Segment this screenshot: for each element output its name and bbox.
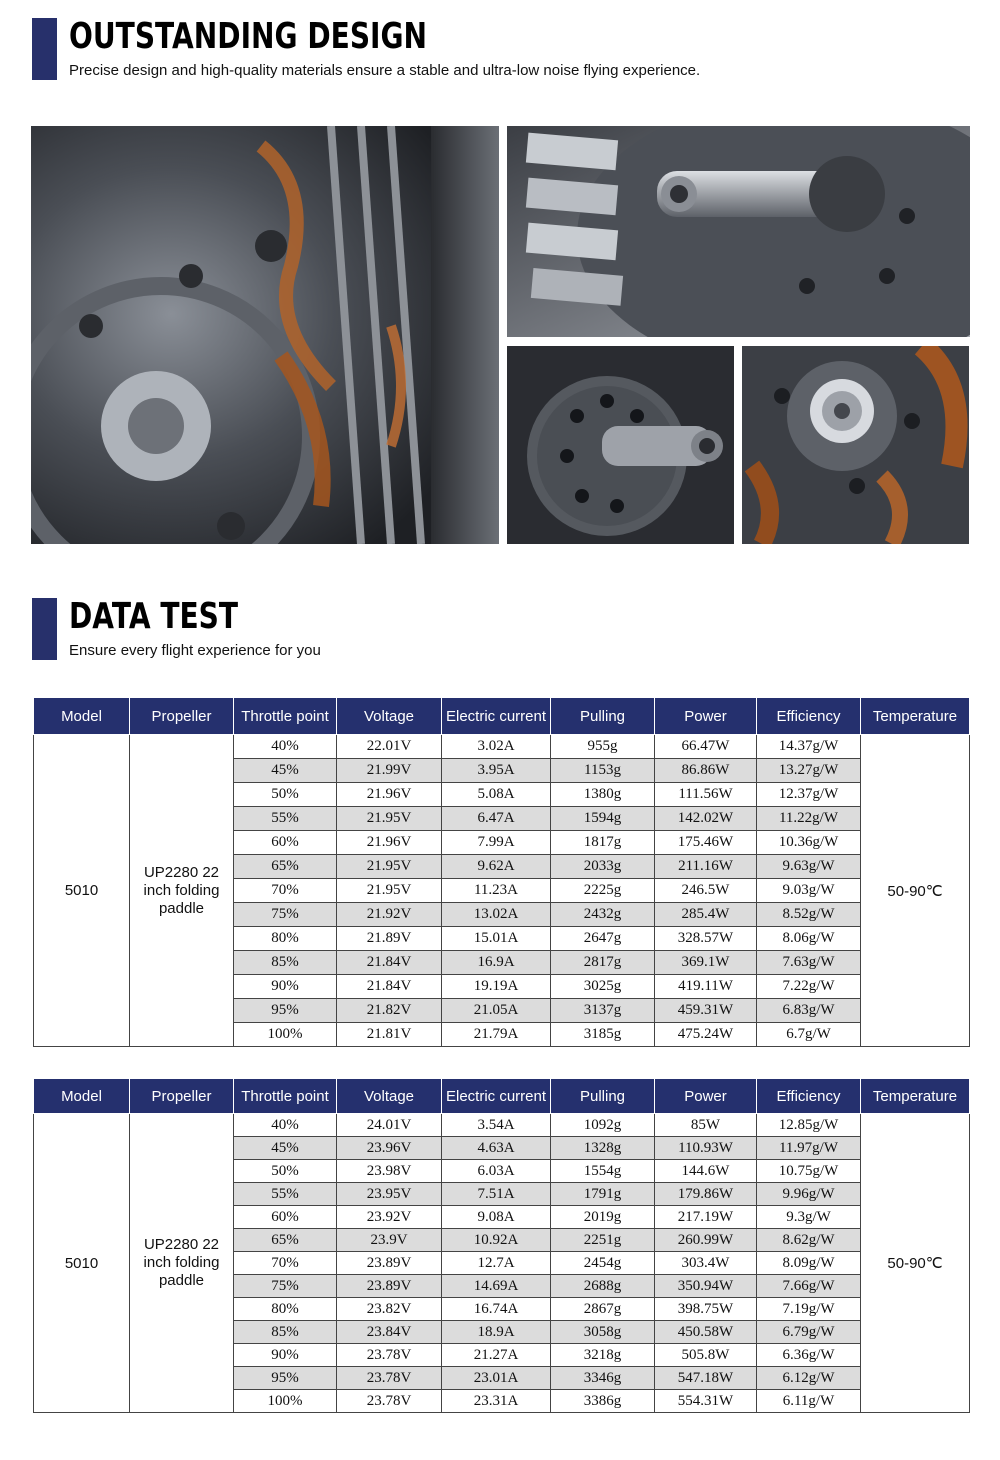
throttle-point-cell: 65% <box>234 1229 337 1252</box>
pulling-cell: 2688g <box>551 1275 655 1298</box>
column-header-electric-current: Electric current <box>442 698 551 735</box>
electric-current-cell: 6.47A <box>442 807 551 831</box>
column-header-pulling: Pulling <box>551 698 655 735</box>
section-accent-bar <box>32 18 57 80</box>
electric-current-cell: 21.27A <box>442 1344 551 1367</box>
efficiency-cell: 12.85g/W <box>757 1114 861 1137</box>
motor-shaft-photo <box>507 126 970 337</box>
section-subtitle: Ensure every flight experience for you <box>69 642 321 659</box>
pulling-cell: 2647g <box>551 927 655 951</box>
propeller-cell: UP2280 22 inch folding paddle <box>130 735 234 1047</box>
voltage-cell: 21.95V <box>337 807 442 831</box>
column-header-pulling: Pulling <box>551 1079 655 1114</box>
power-cell: 110.93W <box>655 1137 757 1160</box>
model-cell: 5010 <box>34 735 130 1047</box>
efficiency-cell: 6.12g/W <box>757 1367 861 1390</box>
electric-current-cell: 9.62A <box>442 855 551 879</box>
data-test-table-1 <box>33 697 970 1047</box>
throttle-point-cell: 55% <box>234 1183 337 1206</box>
electric-current-cell: 10.92A <box>442 1229 551 1252</box>
pulling-cell: 2454g <box>551 1252 655 1275</box>
pulling-cell: 1328g <box>551 1137 655 1160</box>
column-header-model: Model <box>34 1079 130 1114</box>
temperature-cell: 50-90℃ <box>861 1114 970 1413</box>
efficiency-cell: 7.63g/W <box>757 951 861 975</box>
pulling-cell: 1153g <box>551 759 655 783</box>
electric-current-cell: 19.19A <box>442 975 551 999</box>
pulling-cell: 1791g <box>551 1183 655 1206</box>
voltage-cell: 21.96V <box>337 831 442 855</box>
efficiency-cell: 8.09g/W <box>757 1252 861 1275</box>
voltage-cell: 21.96V <box>337 783 442 807</box>
efficiency-cell: 11.22g/W <box>757 807 861 831</box>
power-cell: 111.56W <box>655 783 757 807</box>
voltage-cell: 21.95V <box>337 879 442 903</box>
throttle-point-cell: 40% <box>234 1114 337 1137</box>
voltage-cell: 23.98V <box>337 1160 442 1183</box>
power-cell: 505.8W <box>655 1344 757 1367</box>
throttle-point-cell: 50% <box>234 1160 337 1183</box>
efficiency-cell: 11.97g/W <box>757 1137 861 1160</box>
pulling-cell: 2225g <box>551 879 655 903</box>
pulling-cell: 3185g <box>551 1023 655 1047</box>
electric-current-cell: 16.74A <box>442 1298 551 1321</box>
power-cell: 246.5W <box>655 879 757 903</box>
power-cell: 85W <box>655 1114 757 1137</box>
electric-current-cell: 7.99A <box>442 831 551 855</box>
power-cell: 144.6W <box>655 1160 757 1183</box>
column-header-voltage: Voltage <box>337 698 442 735</box>
voltage-cell: 23.78V <box>337 1344 442 1367</box>
power-cell: 211.16W <box>655 855 757 879</box>
table-header-row <box>34 1079 970 1114</box>
voltage-cell: 23.89V <box>337 1275 442 1298</box>
column-header-temperature: Temperature <box>861 698 970 735</box>
pulling-cell: 3025g <box>551 975 655 999</box>
voltage-cell: 21.84V <box>337 975 442 999</box>
electric-current-cell: 16.9A <box>442 951 551 975</box>
power-cell: 350.94W <box>655 1275 757 1298</box>
pulling-cell: 2817g <box>551 951 655 975</box>
power-cell: 285.4W <box>655 903 757 927</box>
voltage-cell: 21.89V <box>337 927 442 951</box>
throttle-point-cell: 95% <box>234 999 337 1023</box>
efficiency-cell: 10.75g/W <box>757 1160 861 1183</box>
efficiency-cell: 9.3g/W <box>757 1206 861 1229</box>
voltage-cell: 23.89V <box>337 1252 442 1275</box>
pulling-cell: 1817g <box>551 831 655 855</box>
power-cell: 450.58W <box>655 1321 757 1344</box>
voltage-cell: 21.92V <box>337 903 442 927</box>
efficiency-cell: 14.37g/W <box>757 735 861 759</box>
throttle-point-cell: 100% <box>234 1023 337 1047</box>
pulling-cell: 3346g <box>551 1367 655 1390</box>
electric-current-cell: 4.63A <box>442 1137 551 1160</box>
electric-current-cell: 21.79A <box>442 1023 551 1047</box>
pulling-cell: 3386g <box>551 1390 655 1413</box>
power-cell: 547.18W <box>655 1367 757 1390</box>
section-accent-bar <box>32 598 57 660</box>
pulling-cell: 3218g <box>551 1344 655 1367</box>
efficiency-cell: 12.37g/W <box>757 783 861 807</box>
pulling-cell: 1092g <box>551 1114 655 1137</box>
table-row <box>34 1114 970 1137</box>
voltage-cell: 23.96V <box>337 1137 442 1160</box>
electric-current-cell: 11.23A <box>442 879 551 903</box>
throttle-point-cell: 75% <box>234 903 337 927</box>
power-cell: 179.86W <box>655 1183 757 1206</box>
voltage-cell: 21.82V <box>337 999 442 1023</box>
section-title: DATA TEST <box>69 596 239 637</box>
power-cell: 86.86W <box>655 759 757 783</box>
efficiency-cell: 6.79g/W <box>757 1321 861 1344</box>
pulling-cell: 1554g <box>551 1160 655 1183</box>
throttle-point-cell: 45% <box>234 759 337 783</box>
electric-current-cell: 23.01A <box>442 1367 551 1390</box>
column-header-temperature: Temperature <box>861 1079 970 1114</box>
voltage-cell: 23.84V <box>337 1321 442 1344</box>
power-cell: 554.31W <box>655 1390 757 1413</box>
throttle-point-cell: 45% <box>234 1137 337 1160</box>
column-header-voltage: Voltage <box>337 1079 442 1114</box>
column-header-model: Model <box>34 698 130 735</box>
efficiency-cell: 13.27g/W <box>757 759 861 783</box>
column-header-throttle-point: Throttle point <box>234 1079 337 1114</box>
efficiency-cell: 8.62g/W <box>757 1229 861 1252</box>
pulling-cell: 3137g <box>551 999 655 1023</box>
power-cell: 217.19W <box>655 1206 757 1229</box>
pulling-cell: 955g <box>551 735 655 759</box>
throttle-point-cell: 40% <box>234 735 337 759</box>
propeller-cell: UP2280 22 inch folding paddle <box>130 1114 234 1413</box>
efficiency-cell: 7.66g/W <box>757 1275 861 1298</box>
column-header-propeller: Propeller <box>130 698 234 735</box>
power-cell: 175.46W <box>655 831 757 855</box>
pulling-cell: 1380g <box>551 783 655 807</box>
electric-current-cell: 18.9A <box>442 1321 551 1344</box>
efficiency-cell: 6.11g/W <box>757 1390 861 1413</box>
efficiency-cell: 8.52g/W <box>757 903 861 927</box>
motor-rotor-end-photo <box>507 346 734 544</box>
section-subtitle: Precise design and high-quality materials ensure a stable and ultra-low noise flying experience. <box>69 62 701 79</box>
pulling-cell: 2251g <box>551 1229 655 1252</box>
voltage-cell: 22.01V <box>337 735 442 759</box>
table-header-row <box>34 698 970 735</box>
voltage-cell: 23.9V <box>337 1229 442 1252</box>
column-header-electric-current: Electric current <box>442 1079 551 1114</box>
throttle-point-cell: 80% <box>234 1298 337 1321</box>
throttle-point-cell: 85% <box>234 951 337 975</box>
efficiency-cell: 8.06g/W <box>757 927 861 951</box>
throttle-point-cell: 60% <box>234 1206 337 1229</box>
efficiency-cell: 9.63g/W <box>757 855 861 879</box>
efficiency-cell: 9.03g/W <box>757 879 861 903</box>
voltage-cell: 21.81V <box>337 1023 442 1047</box>
electric-current-cell: 9.08A <box>442 1206 551 1229</box>
throttle-point-cell: 50% <box>234 783 337 807</box>
pulling-cell: 2019g <box>551 1206 655 1229</box>
throttle-point-cell: 85% <box>234 1321 337 1344</box>
column-header-power: Power <box>655 1079 757 1114</box>
motor-closeup-photo <box>31 126 499 544</box>
electric-current-cell: 3.54A <box>442 1114 551 1137</box>
electric-current-cell: 15.01A <box>442 927 551 951</box>
table-row <box>34 735 970 759</box>
electric-current-cell: 6.03A <box>442 1160 551 1183</box>
power-cell: 459.31W <box>655 999 757 1023</box>
column-header-efficiency: Efficiency <box>757 698 861 735</box>
power-cell: 475.24W <box>655 1023 757 1047</box>
electric-current-cell: 3.95A <box>442 759 551 783</box>
pulling-cell: 2867g <box>551 1298 655 1321</box>
voltage-cell: 23.78V <box>337 1390 442 1413</box>
throttle-point-cell: 90% <box>234 1344 337 1367</box>
pulling-cell: 2033g <box>551 855 655 879</box>
throttle-point-cell: 90% <box>234 975 337 999</box>
throttle-point-cell: 60% <box>234 831 337 855</box>
power-cell: 419.11W <box>655 975 757 999</box>
efficiency-cell: 6.36g/W <box>757 1344 861 1367</box>
voltage-cell: 24.01V <box>337 1114 442 1137</box>
throttle-point-cell: 100% <box>234 1390 337 1413</box>
model-cell: 5010 <box>34 1114 130 1413</box>
electric-current-cell: 3.02A <box>442 735 551 759</box>
power-cell: 260.99W <box>655 1229 757 1252</box>
power-cell: 328.57W <box>655 927 757 951</box>
throttle-point-cell: 70% <box>234 879 337 903</box>
column-header-throttle-point: Throttle point <box>234 698 337 735</box>
efficiency-cell: 10.36g/W <box>757 831 861 855</box>
throttle-point-cell: 70% <box>234 1252 337 1275</box>
column-header-efficiency: Efficiency <box>757 1079 861 1114</box>
voltage-cell: 23.92V <box>337 1206 442 1229</box>
electric-current-cell: 13.02A <box>442 903 551 927</box>
pulling-cell: 1594g <box>551 807 655 831</box>
electric-current-cell: 12.7A <box>442 1252 551 1275</box>
power-cell: 66.47W <box>655 735 757 759</box>
voltage-cell: 21.84V <box>337 951 442 975</box>
efficiency-cell: 9.96g/W <box>757 1183 861 1206</box>
throttle-point-cell: 55% <box>234 807 337 831</box>
efficiency-cell: 6.83g/W <box>757 999 861 1023</box>
power-cell: 369.1W <box>655 951 757 975</box>
temperature-cell: 50-90℃ <box>861 735 970 1047</box>
column-header-propeller: Propeller <box>130 1079 234 1114</box>
efficiency-cell: 7.19g/W <box>757 1298 861 1321</box>
throttle-point-cell: 75% <box>234 1275 337 1298</box>
power-cell: 142.02W <box>655 807 757 831</box>
voltage-cell: 21.95V <box>337 855 442 879</box>
throttle-point-cell: 95% <box>234 1367 337 1390</box>
voltage-cell: 23.82V <box>337 1298 442 1321</box>
pulling-cell: 3058g <box>551 1321 655 1344</box>
section-title: OUTSTANDING DESIGN <box>69 16 428 57</box>
efficiency-cell: 6.7g/W <box>757 1023 861 1047</box>
data-test-table-2 <box>33 1078 970 1413</box>
electric-current-cell: 5.08A <box>442 783 551 807</box>
efficiency-cell: 7.22g/W <box>757 975 861 999</box>
pulling-cell: 2432g <box>551 903 655 927</box>
electric-current-cell: 7.51A <box>442 1183 551 1206</box>
power-cell: 303.4W <box>655 1252 757 1275</box>
throttle-point-cell: 65% <box>234 855 337 879</box>
voltage-cell: 23.78V <box>337 1367 442 1390</box>
column-header-power: Power <box>655 698 757 735</box>
electric-current-cell: 14.69A <box>442 1275 551 1298</box>
power-cell: 398.75W <box>655 1298 757 1321</box>
motor-bearing-photo <box>742 346 969 544</box>
voltage-cell: 23.95V <box>337 1183 442 1206</box>
electric-current-cell: 23.31A <box>442 1390 551 1413</box>
throttle-point-cell: 80% <box>234 927 337 951</box>
electric-current-cell: 21.05A <box>442 999 551 1023</box>
voltage-cell: 21.99V <box>337 759 442 783</box>
